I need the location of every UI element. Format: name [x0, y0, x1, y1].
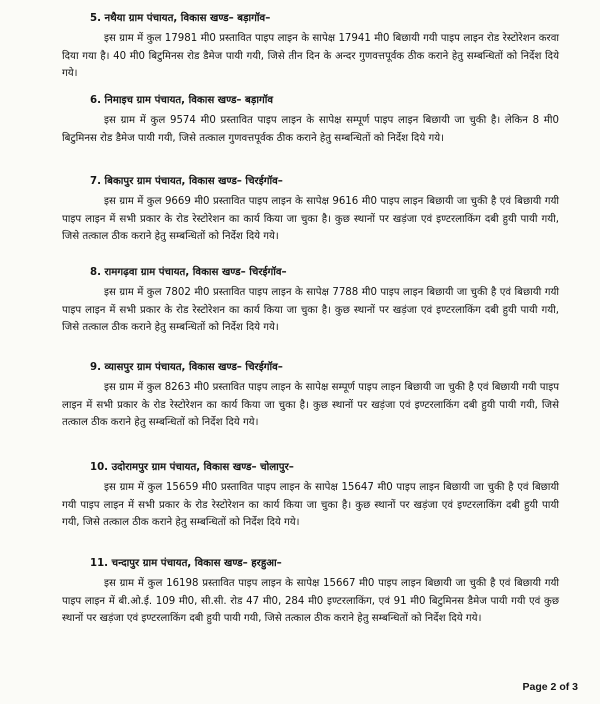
entry-title: 7. बिकापुर ग्राम पंचायत, विकास खण्ड– चिरईगॉव–: [90, 176, 283, 187]
entry-body: इस ग्राम में कुल 8263 मी0 प्रस्तावित पाइप लाइन के सापेक्ष सम्पूर्ण पाइप लाइन बिछायी जा चुकी है एवं बिछायी गयी पाइप लाइन में सभी प्रकार के रोड रेस्टोरेशन का कार्य किया जा चुका है। कुछ स्थानों पर खड़ंजा एवं इण्टरलाकिंग दबी हुयी पायी गयी, जिसे तत्काल ठीक कराने हेतु सम्बन्धितों को निर्देश दिये गये।: [62, 382, 559, 428]
entry-title: 6. निमाइच ग्राम पंचायत, विकास खण्ड– बड़ागॉव: [90, 95, 274, 106]
entry-chandapur: [62, 557, 559, 628]
entry-body: इस ग्राम में कुल 17981 मी0 प्रस्तावित पाइप लाइन के सापेक्ष 17941 मी0 बिछायी गयी पाइप लाइन रोड रेस्टोरेशन करवा दिया गया है। 40 मी0 बिटुमिनस रोड डैमेज पायी गयी, जिसे तीन दिन के अन्दर गुणवत्तपूर्वक ठीक कराने हेतु सम्बन्धितों को निर्देश दिये गये।: [62, 33, 559, 79]
entry-nathaiya: [62, 12, 559, 83]
entry-body: इस ग्राम में कुल 7802 मी0 प्रस्तावित पाइप लाइन के सापेक्ष 7788 मी0 पाइप लाइन बिछायी जा चुकी है एवं बिछायी गयी पाइप लाइन में सभी प्रकार के रोड रेस्टोरेशन का कार्य किया जा चुका है। कुछ स्थानों पर खड़ंजा एवं इण्टरलाकिंग दबी हुयी पायी गयी, जिसे तत्काल ठीक कराने हेतु सम्बन्धितों को निर्देश दिये गये।: [62, 287, 559, 333]
entry-body: इस ग्राम में कुल 9574 मी0 प्रस्तावित पाइप लाइन के सापेक्ष सम्पूर्ण पाइप लाइन बिछायी जा चुकी है। लेकिन 8 मी0 बिटुमिनस रोड डैमेज पायी गयी, जिसे तत्काल गुणवत्तपूर्वक ठीक कराने हेतु सम्बन्धितों को निर्देश दिये गये।: [62, 115, 559, 144]
entry-title: 10. उदोरामपुर ग्राम पंचायत, विकास खण्ड– चोलापुर–: [90, 462, 294, 473]
entry-body: इस ग्राम में कुल 15659 मी0 प्रस्तावित पाइप लाइन के सापेक्ष 15647 मी0 पाइप लाइन बिछायी जा चुकी है एवं बिछायी गयी पाइप लाइन में सभी प्रकार के रोड रेस्टोरेशन का कार्य किया जा चुका है। कुछ स्थानों पर खड़ंजा एवं इण्टरलाकिंग दबी हुयी पायी गयी, जिसे तत्काल ठीक कराने हेतु सम्बन्धितों को निर्देश दिये गये।: [62, 482, 559, 528]
entry-body: इस ग्राम में कुल 16198 प्रस्तावित पाइप लाइन के सापेक्ष 15667 मी0 पाइप लाइन बिछायी जा चुकी है एवं बिछायी गयी पाइप लाइन में बी.ओ.ई. 109 मी0, सी.सी. रोड 47 मी0, 284 मी0 इण्टरलाकिंग, एवं 91 मी0 बिटुमिनस डैमेज पायी गयी एवं कुछ स्थानों पर खड़ंजा एवं इण्टरलाकिंग दबी हुयी पायी गयी, जिसे तत्काल ठीक कराने हेतु सम्बन्धितों को निर्देश दिये गये।: [62, 578, 559, 624]
entry-title: 9. व्यासपुर ग्राम पंचायत, विकास खण्ड– चिरईगॉव–: [90, 362, 283, 373]
entry-title: 8. रामगढ़वा ग्राम पंचायत, विकास खण्ड– चिरईगॉव–: [90, 267, 287, 278]
entry-udorampur: [62, 461, 559, 532]
entry-nimaich: [62, 94, 559, 147]
entry-title: 11. चन्दापुर ग्राम पंचायत, विकास खण्ड– हरहुआ–: [90, 558, 282, 569]
entry-body: इस ग्राम में कुल 9669 मी0 प्रस्तावित पाइप लाइन के सापेक्ष 9616 मी0 पाइप लाइन बिछायी जा चुकी है एवं बिछायी गयी पाइप लाइन में सभी प्रकार के रोड रेस्टोरेशन का कार्य किया जा चुका है। कुछ स्थानों पर खड़ंजा एवं इण्टरलाकिंग दबी हुयी पायी गयी, जिसे तत्काल ठीक कराने हेतु सम्बन्धितों को निर्देश दिये गये।: [62, 196, 559, 242]
entry-ramgadhwa: [62, 266, 559, 337]
entry-bikapur: [62, 175, 559, 246]
entry-title: 5. नथैया ग्राम पंचायत, विकास खण्ड– बड़ागॉव–: [90, 13, 271, 24]
entry-vyaspur: [62, 361, 559, 432]
page-number: Page 2 of 3: [522, 681, 578, 693]
